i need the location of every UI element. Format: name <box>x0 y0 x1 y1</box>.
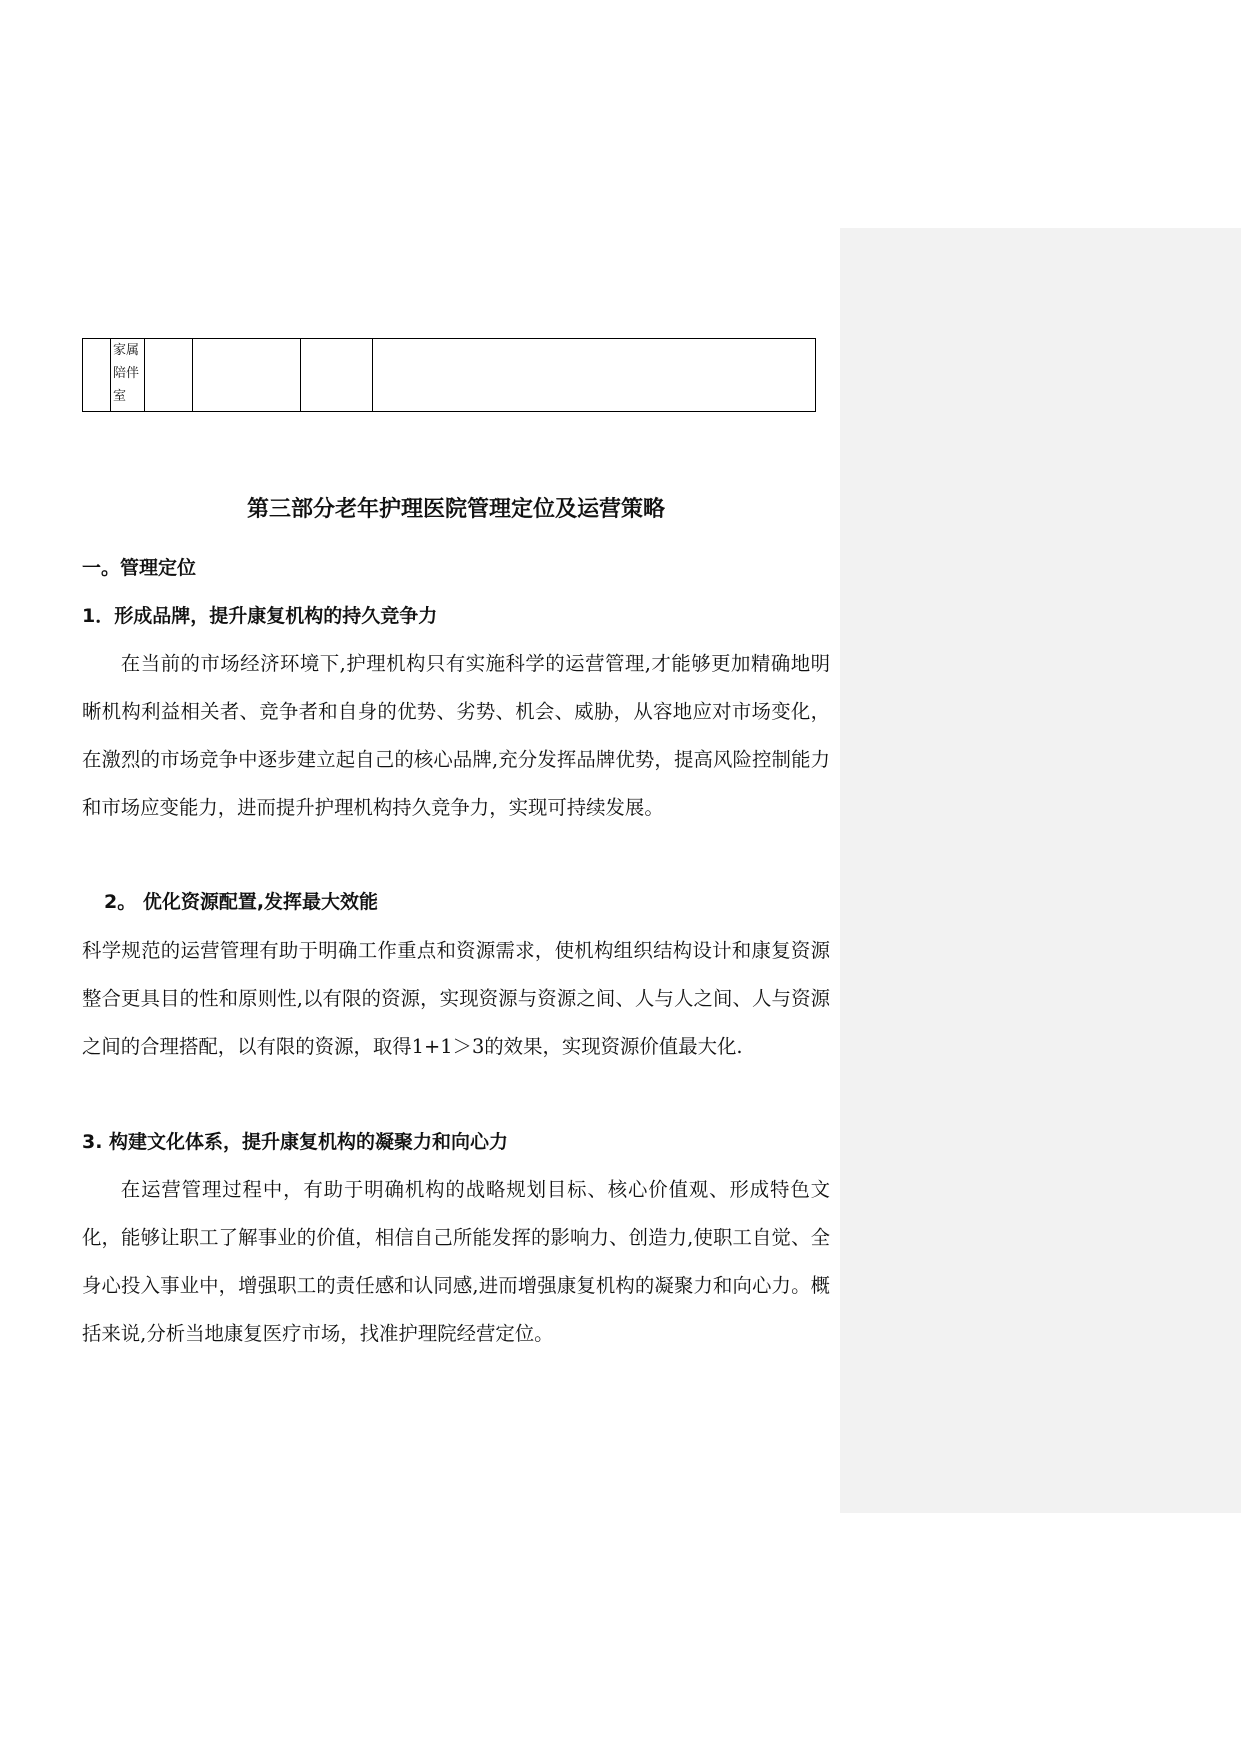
comment-pane <box>840 228 1241 1513</box>
paragraph-2: 科学规范的运营管理有助于明确工作重点和资源需求，使机构组织结构设计和康复资源整合更具目的性和原则性,以有限的资源，实现资源与资源之间、人与人之间、人与资源之间的合理搭配，以有限的资源，取得1+1＞3的效果，实现资源价值最大化. <box>82 939 830 1058</box>
table-cell <box>373 339 816 412</box>
table-cell <box>111 339 145 412</box>
page-title: 第三部分老年护理医院管理定位及运营策略 <box>246 497 665 522</box>
table-row <box>83 339 816 412</box>
subheading-3: 3. 构建文化体系，提升康复机构的凝聚力和向心力 <box>82 1131 509 1153</box>
table-cell <box>83 339 111 412</box>
facility-table-fragment <box>82 338 816 412</box>
room-name-label: 家属陪伴室 <box>113 343 140 404</box>
paragraph-1: 在当前的市场经济环境下,护理机构只有实施科学的运营管理,才能够更加精确地明晰机构利益相关者、竞争者和自身的优势、劣势、机会、威胁，从容地应对市场变化，在激烈的市场竞争中逐步建立起自己的核心品牌,充分发挥品牌优势，提高风险控制能力和市场应变能力，进而提升护理机构持久竞争力，实现可持续发展。 <box>82 652 830 819</box>
section-heading: 一。管理定位 <box>82 557 197 579</box>
subheading-2: 2。 优化资源配置,发挥最大效能 <box>104 891 379 913</box>
subheading-1: 1．形成品牌，提升康复机构的持久竞争力 <box>82 605 438 627</box>
table-cell <box>301 339 373 412</box>
table-cell <box>193 339 301 412</box>
table-cell <box>145 339 193 412</box>
paragraph-3: 在运营管理过程中，有助于明确机构的战略规划目标、核心价值观、形成特色文化，能够让职工了解事业的价值，相信自己所能发挥的影响力、创造力,使职工自觉、全身心投入事业中，增强职工的责任感和认同感,进而增强康复机构的凝聚力和向心力。概括来说,分析当地康复医疗市场，找准护理院经营定位。 <box>82 1178 830 1345</box>
